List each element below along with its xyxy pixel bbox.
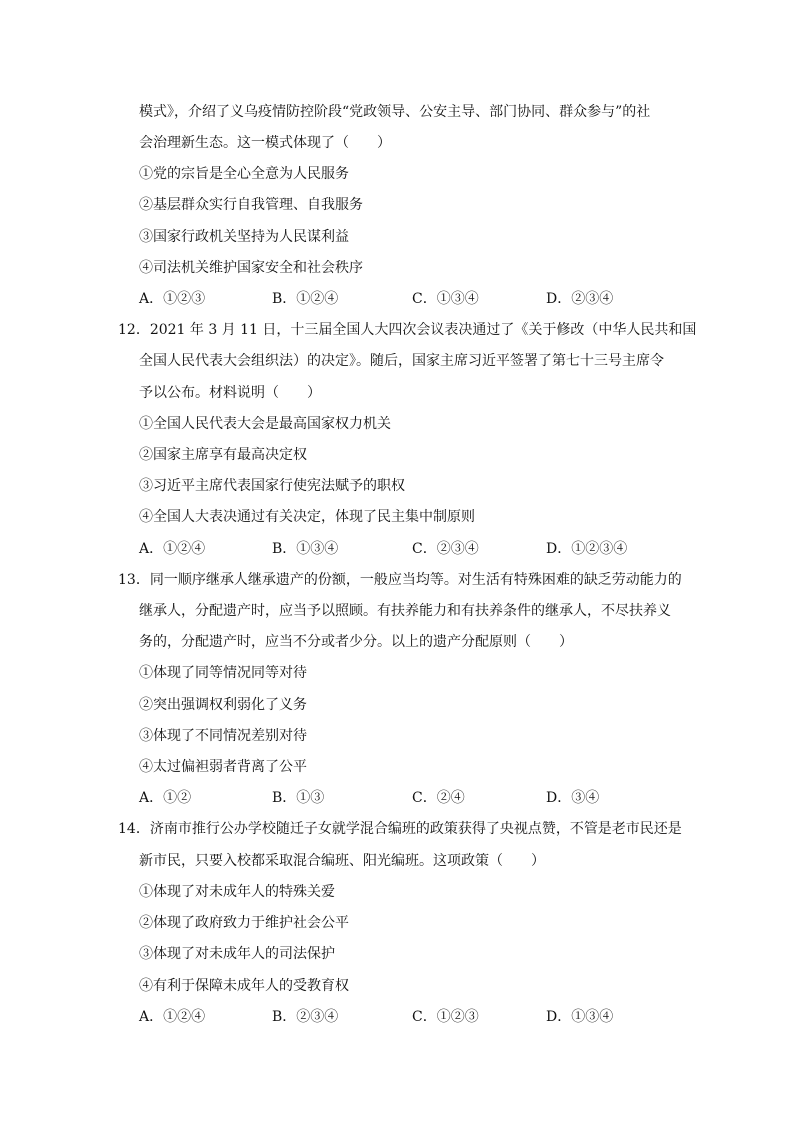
q11-item-3: ③国家行政机关坚持为人民谋利益 [139, 229, 349, 245]
q12-option-a[interactable]: A．①②④ [139, 541, 206, 557]
q14-item-1: ①体现了对未成年人的特殊关爱 [139, 884, 335, 900]
q12-option-b[interactable]: B．①③④ [272, 541, 339, 557]
q12-option-c[interactable]: C．②③④ [412, 541, 479, 557]
q13-option-d[interactable]: D．③④ [546, 790, 600, 806]
q12-item-1: ①全国人民代表大会是最高国家权力机关 [139, 416, 391, 432]
q14-option-d[interactable]: D．①③④ [546, 1009, 614, 1025]
q13-option-b[interactable]: B．①③ [272, 790, 325, 806]
q14-option-b[interactable]: B．②③④ [272, 1009, 339, 1025]
q13-option-c[interactable]: C．②④ [412, 790, 465, 806]
q13-stem-line-2: 继承人，分配遗产时，应当予以照顾。有扶养能力和有扶养条件的继承人，不尽扶养义 [139, 603, 671, 619]
q11-option-d[interactable]: D．②③④ [546, 291, 614, 307]
q12-option-d[interactable]: D．①②③④ [546, 541, 628, 557]
q11-option-c[interactable]: C．①③④ [412, 291, 479, 307]
q11-option-b[interactable]: B．①②④ [272, 291, 339, 307]
q14-item-4: ④有利于保障未成年人的受教育权 [139, 978, 349, 994]
q12-item-2: ②国家主席享有最高决定权 [139, 447, 307, 463]
q12-options [139, 539, 699, 559]
q11-stem-line-2: 会治理新生态。这一模式体现了（ ） [139, 135, 391, 151]
q14-option-a[interactable]: A．①②④ [139, 1009, 206, 1025]
q12-stem-line-3: 予以公布。材料说明（ ） [139, 385, 321, 401]
q12-stem-line-2: 全国人民代表大会组织法）的决定》。随后，国家主席习近平签署了第七十三号主席令 [139, 353, 664, 369]
q11-item-4: ④司法机关维护国家安全和社会秩序 [139, 260, 363, 276]
q14-stem-line-1: 14．济南市推行公办学校随迁子女就学混合编班的政策获得了央视点赞，不管是老市民还是 [118, 821, 682, 837]
q13-stem-line-3: 务的，分配遗产时，应当不分或者少分。以上的遗产分配原则（ ） [139, 634, 573, 650]
q13-item-3: ③体现了不同情况差别对待 [139, 728, 307, 744]
q14-stem-line-2: 新市民，只要入校都采取混合编班、阳光编班。这项政策（ ） [139, 853, 545, 869]
q11-option-a[interactable]: A．①②③ [139, 291, 206, 307]
q13-stem-line-1: 13．同一顺序继承人继承遗产的份额，一般应当均等。对生活有特殊困难的缺乏劳动能力的 [118, 572, 682, 588]
q14-item-3: ③体现了对未成年人的司法保护 [139, 946, 335, 962]
q13-option-a[interactable]: A．①② [139, 790, 192, 806]
q12-item-3: ③习近平主席代表国家行使宪法赋予的职权 [139, 478, 405, 494]
q11-item-1: ①党的宗旨是全心全意为人民服务 [139, 166, 349, 182]
q14-option-c[interactable]: C．①②③ [412, 1009, 479, 1025]
q14-item-2: ②体现了政府致力于维护社会公平 [139, 915, 349, 931]
q13-item-4: ④太过偏袒弱者背离了公平 [139, 759, 307, 775]
q11-stem-line-1: 模式》，介绍了义乌疫情防控阶段“党政领导、公安主导、部门协同、群众参与”的社 [139, 104, 651, 120]
q11-options [139, 289, 699, 309]
q13-item-2: ②突出强调权利弱化了义务 [139, 697, 307, 713]
q13-options [139, 788, 699, 808]
q11-item-2: ②基层群众实行自我管理、自我服务 [139, 197, 363, 213]
q14-options [139, 1007, 699, 1027]
q13-item-1: ①体现了同等情况同等对待 [139, 665, 307, 681]
q12-item-4: ④全国人大表决通过有关决定，体现了民主集中制原则 [139, 509, 475, 525]
q12-stem-line-1: 12．2021 年 3 月 11 日，十三届全国人大四次会议表决通过了《关于修改（中华人民共和国 [118, 322, 697, 338]
